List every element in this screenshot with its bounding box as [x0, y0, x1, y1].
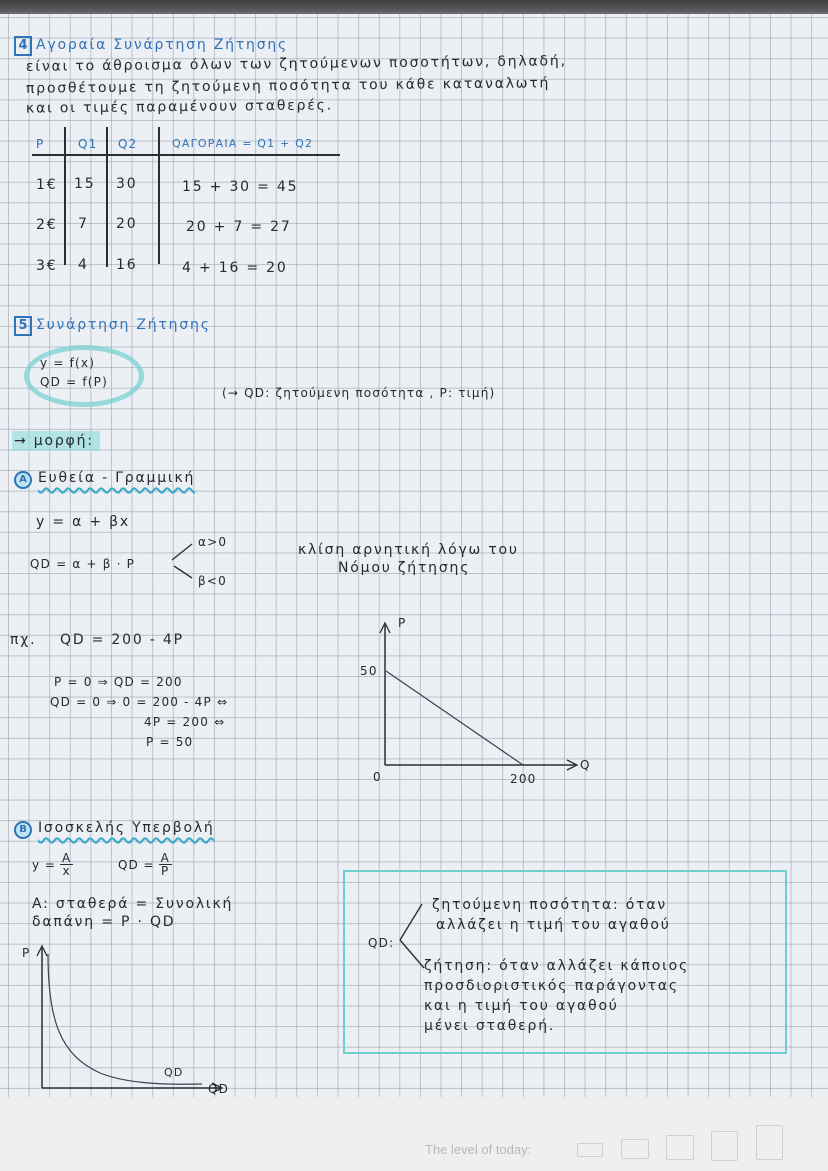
level-box-1[interactable]	[577, 1143, 603, 1157]
graph1-y-tick: 50	[360, 664, 378, 678]
example-equation: QD = 200 - 4P	[60, 632, 184, 648]
slope-note: κλίση αρνητική λόγω του	[298, 542, 519, 558]
linear-demand-graph	[355, 615, 605, 785]
table-cell: 30	[116, 176, 138, 192]
condition-alpha: α>0	[198, 535, 228, 549]
graph1-p-label: P	[398, 616, 407, 630]
box-branch-text: μένει σταθερή.	[424, 1018, 556, 1034]
form-label: → μορφή:	[12, 433, 100, 449]
graph1-x-tick: 200	[510, 772, 537, 786]
solution-step: P = 0 ⇒ QD = 200	[54, 675, 183, 689]
table-header-market: QΑΓΟΡΑΙΑ = Q1 + Q2	[172, 137, 314, 150]
slope-note: Νόμου ζήτησης	[338, 560, 471, 576]
graph1-q-label: Q	[580, 758, 591, 772]
solution-step: 4P = 200 ⇔	[144, 715, 226, 729]
level-box-2[interactable]	[621, 1139, 649, 1159]
part-b-heading	[14, 820, 215, 839]
section-4-heading	[14, 36, 288, 56]
box-branch-text: προσδιοριστικός παράγοντας	[424, 978, 679, 994]
section-number-badge: 4	[14, 36, 32, 56]
level-box-4[interactable]	[711, 1131, 738, 1161]
table-cell: 7	[78, 216, 89, 232]
table-cell: 15 + 30 = 45	[182, 179, 299, 195]
formula-general: y = f(x)	[40, 356, 96, 370]
table-cell: 16	[116, 257, 138, 273]
linear-formula-demand: QD = α + β · P	[30, 557, 136, 571]
part-letter-badge: A	[14, 471, 32, 489]
graph2-p-label: P	[22, 946, 31, 960]
body-line: και οι τιμές παραμένουν σταθερές.	[25, 97, 333, 117]
part-title: Ευθεία - Γραμμική	[38, 470, 196, 486]
section-title: Συνάρτηση Ζήτησης	[36, 317, 211, 333]
table-header-rule	[32, 154, 340, 156]
branch-brace-icon	[170, 538, 200, 582]
level-box-5[interactable]	[756, 1125, 783, 1160]
table-cell: 20	[116, 216, 138, 232]
constant-definition: δαπάνη = P · QD	[32, 914, 176, 930]
table-header-p: P	[36, 137, 45, 151]
table-cell: 15	[74, 176, 96, 192]
table-cell: 1€	[36, 177, 58, 193]
hyperbola-demand-graph	[20, 940, 240, 1100]
graph1-origin: 0	[373, 770, 382, 784]
part-title: Ισοσκελής Υπερβολή	[38, 820, 215, 836]
box-branch-text: ζητούμενη ποσότητα: όταν	[432, 897, 668, 913]
graph2-axis-label: QD	[208, 1082, 230, 1096]
constant-definition: A: σταθερά = Συνολική	[32, 896, 234, 912]
table-column-rule	[158, 127, 160, 264]
table-cell: 4 + 16 = 20	[182, 260, 288, 276]
table-cell: 2€	[36, 217, 58, 233]
table-cell: 20 + 7 = 27	[186, 219, 292, 235]
section-title: Αγοραία Συνάρτηση Ζήτησης	[36, 37, 289, 53]
level-box-3[interactable]	[666, 1135, 694, 1160]
box-branch-text: αλλάζει η τιμή του αγαθού	[436, 917, 671, 933]
table-header-q1: Q1	[78, 137, 98, 151]
solution-step: P = 50	[146, 735, 194, 749]
part-a-heading	[14, 470, 195, 489]
table-header-q2: Q2	[118, 137, 138, 151]
body-line: προσθέτουμε τη ζητούμενη ποσότητα του κάθε καταναλωτή	[25, 75, 551, 97]
condition-beta: β<0	[198, 574, 227, 588]
solution-step: QD = 0 ⇒ 0 = 200 - 4P ⇔	[50, 695, 229, 709]
formula-demand: QD = f(P)	[40, 375, 108, 389]
table-cell: 4	[78, 257, 89, 273]
example-label: πχ.	[10, 632, 37, 648]
part-letter-badge: B	[14, 821, 32, 839]
box-branch-text: και η τιμή του αγαθού	[424, 998, 619, 1014]
hyperbola-formula-demand: QD = $\frac{A}{P}$	[118, 851, 170, 878]
page-footer	[0, 1097, 828, 1171]
section-number-badge: 5	[14, 316, 32, 336]
body-line: είναι το άθροισμα όλων των ζητούμενων ποσοτήτων, δηλαδή,	[25, 53, 567, 75]
table-cell: 3€	[36, 258, 58, 274]
graph2-curve-label: QD	[164, 1066, 184, 1079]
box-branch-text: ζήτηση: όταν αλλάζει κάποιος	[424, 958, 689, 974]
section-5-heading	[14, 316, 211, 336]
footer-level-label: The level of today:	[425, 1142, 532, 1157]
linear-formula-general: y = α + βx	[36, 514, 130, 530]
branch-brace-icon	[396, 900, 426, 980]
box-label: QD:	[368, 936, 395, 950]
table-column-rule	[64, 127, 66, 265]
table-column-rule	[106, 127, 108, 267]
hyperbola-formula-general: y = $\frac{A}{x}$	[32, 851, 72, 878]
notation-legend: (→ QD: ζητούμενη ποσότητα , P: τιμή)	[222, 386, 496, 400]
